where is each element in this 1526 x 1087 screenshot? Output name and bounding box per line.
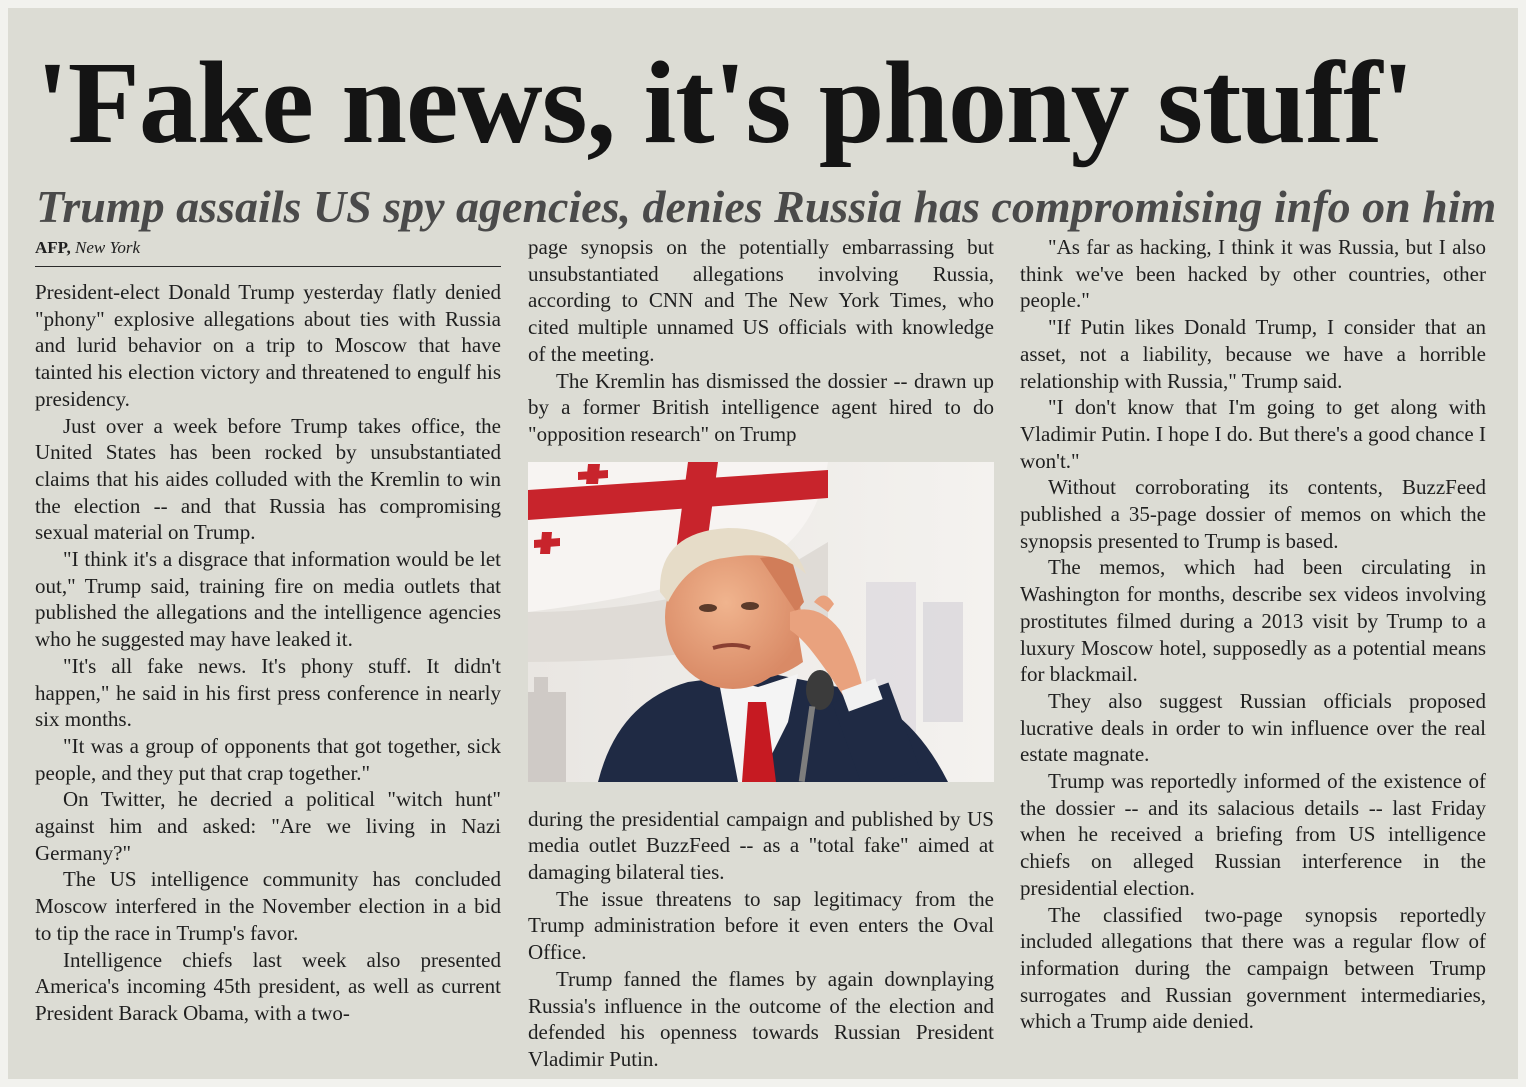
paragraph: Just over a week before Trump takes office, the United States has been rocked by unsubstantiated claims that his aides colluded with the Kremlin to win the election -- and that Russia has compromising sexual material on Trump. [35, 413, 501, 545]
paragraph: "It was a group of opponents that got together, sick people, and they put that crap together." [35, 733, 501, 785]
paragraph: Trump fanned the flames by again downplaying Russia's influence in the outcome of the election and defended his openness towards Russian President Vladimir Putin. [528, 966, 994, 1071]
paragraph: The Kremlin has dismissed the dossier -- drawn up by a former British intelligence agent hired to do "opposition research" on Trump [528, 368, 994, 446]
paragraph: The memos, which had been circulating in Washington for months, describe sex videos involving prostitutes filmed during a 2013 visit by Trump to a luxury Moscow hotel, supposedly as a potential means for blackmail. [1020, 555, 1486, 687]
byline-agency: AFP, [35, 238, 71, 257]
column-1 [35, 234, 501, 1079]
column-3 [1020, 234, 1486, 1079]
subheadline: Trump assails US spy agencies, denies Russia has compromising info on him [36, 181, 1497, 232]
building-left [528, 677, 566, 782]
paragraph: Trump was reportedly informed of the existence of the dossier -- and its salacious details -- last Friday when he received a briefing from US intelligence chiefs on alleged Russian interference in the presidential election. [1020, 769, 1486, 900]
paragraph: page synopsis on the potentially embarrassing but unsubstantiated allegations involving Russia, according to CNN and The New York Times, who cited multiple unnamed US officials with knowledge of the meeting. [528, 235, 994, 366]
column-2 [528, 234, 994, 1079]
paragraph: Without corroborating its contents, BuzzFeed published a 35-page dossier of memos on which the synopsis presented to Trump is based. [1020, 475, 1486, 553]
paragraph: On Twitter, he decried a political "witch hunt" against him and asked: "Are we living in Nazi Germany?" [35, 787, 501, 865]
byline-location: New York [75, 238, 141, 257]
paragraph: Intelligence chiefs last week also presented America's incoming 45th president, as well as current President Barack Obama, with a two- [35, 947, 501, 1025]
paragraph: The classified two-page synopsis reportedly included allegations that there was a regular flow of information during the campaign between Trump surrogates and Russian government intermediaries, which a Trump aide denied. [1020, 902, 1486, 1034]
paragraph: "It's all fake news. It's phony stuff. It didn't happen," he said in his first press conference in nearly six months. [35, 653, 501, 732]
photo-illustration [528, 462, 994, 782]
paragraph: The issue threatens to sap legitimacy from the Trump administration before it even enters the Oval Office. [528, 886, 994, 965]
paragraph: They also suggest Russian officials proposed lucrative deals in order to win influence over the real estate magnate. [1020, 688, 1486, 767]
paragraph: during the presidential campaign and published by US media outlet BuzzFeed -- as a "total fake" aimed at damaging bilateral ties. [528, 806, 994, 885]
paragraph: The US intelligence community has concluded Moscow interfered in the November election in a bid to tip the race in Trump's favor. [35, 867, 501, 945]
byline [35, 234, 501, 267]
paragraph: "If Putin likes Donald Trump, I consider that an asset, not a liability, because we have a horrible relationship with Russia," Trump said. [1020, 315, 1486, 393]
newspaper-page [8, 8, 1518, 1079]
paragraph: "I don't know that I'm going to get along with Vladimir Putin. I hope I do. But there's a good chance I won't." [1020, 395, 1486, 473]
news-photo [528, 462, 994, 782]
paragraph: "As far as hacking, I think it was Russia, but I also think we've been hacked by other countries, other people." [1020, 235, 1486, 313]
headline: 'Fake news, it's phony stuff' [36, 37, 1414, 168]
paragraph: "I think it's a disgrace that information would be let out," Trump said, training fire on media outlets that published the allegations and the intelligence agencies who he suggested may have leaked it. [35, 547, 501, 652]
paragraph: President-elect Donald Trump yesterday flatly denied "phony" explosive allegations about ties with Russia and lurid behavior on a trip to Moscow that have tainted his election victory and threatened to engulf his presidency. [35, 280, 501, 411]
